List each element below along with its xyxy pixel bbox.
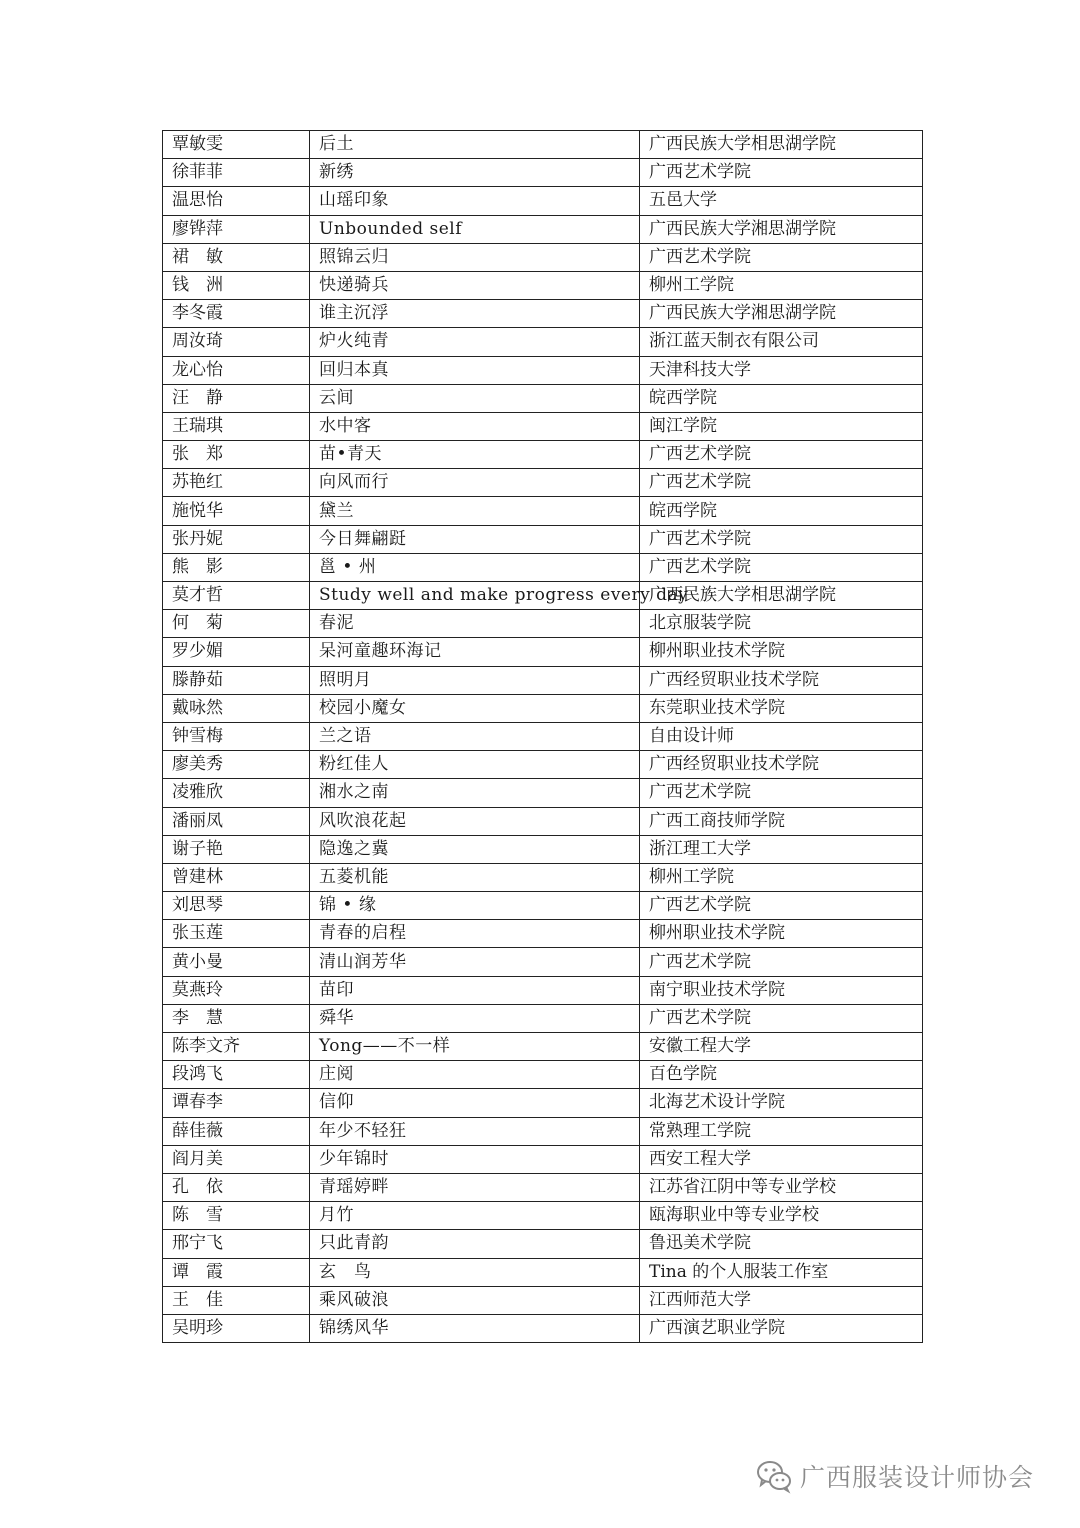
school-cell: 广西民族大学相思湖学院	[640, 131, 923, 159]
table-row	[163, 1145, 923, 1173]
name-cell: 施悦华	[163, 497, 310, 525]
school-cell: 柳州工学院	[640, 863, 923, 891]
watermark	[756, 1458, 1034, 1494]
name-cell: 薛佳薇	[163, 1117, 310, 1145]
table-row	[163, 441, 923, 469]
work-cell: 风吹浪花起	[310, 807, 640, 835]
name-cell: 苏艳红	[163, 469, 310, 497]
school-cell: 常熟理工学院	[640, 1117, 923, 1145]
table-row	[163, 892, 923, 920]
name-cell: 潘丽凤	[163, 807, 310, 835]
work-cell: 青瑶婷畔	[310, 1173, 640, 1201]
table-row	[163, 1286, 923, 1314]
school-cell: 北京服装学院	[640, 610, 923, 638]
name-cell: 熊 影	[163, 553, 310, 581]
table-row	[163, 384, 923, 412]
table-row	[163, 497, 923, 525]
work-cell: 青春的启程	[310, 920, 640, 948]
school-cell: 广西演艺职业学院	[640, 1314, 923, 1342]
work-cell: 苗印	[310, 976, 640, 1004]
name-cell: 张玉莲	[163, 920, 310, 948]
table-row	[163, 863, 923, 891]
school-cell: 柳州职业技术学院	[640, 920, 923, 948]
work-cell: 清山润芳华	[310, 948, 640, 976]
name-cell: 陈李文齐	[163, 1033, 310, 1061]
name-cell: 戴咏然	[163, 694, 310, 722]
work-cell: 兰之语	[310, 722, 640, 750]
school-cell: 广西艺术学院	[640, 243, 923, 271]
work-cell: 照锦云归	[310, 243, 640, 271]
work-cell: Yong——不一样	[310, 1033, 640, 1061]
work-cell: 少年锦时	[310, 1145, 640, 1173]
name-cell: 周汝琦	[163, 328, 310, 356]
school-cell: 广西艺术学院	[640, 779, 923, 807]
table-body	[163, 131, 923, 1343]
school-cell: 闽江学院	[640, 412, 923, 440]
table-row	[163, 1230, 923, 1258]
name-cell: 黄小曼	[163, 948, 310, 976]
school-cell: 自由设计师	[640, 722, 923, 750]
school-cell: 皖西学院	[640, 497, 923, 525]
school-cell: 北海艺术设计学院	[640, 1089, 923, 1117]
name-cell: 廖铧萍	[163, 215, 310, 243]
school-cell: 广西经贸职业技术学院	[640, 751, 923, 779]
school-cell: 柳州工学院	[640, 271, 923, 299]
work-cell: 云间	[310, 384, 640, 412]
school-cell: 广西民族大学相思湖学院	[640, 582, 923, 610]
school-cell: 皖西学院	[640, 384, 923, 412]
work-cell: 照明月	[310, 666, 640, 694]
work-cell: Study well and make progress every day	[310, 582, 640, 610]
work-cell: 春泥	[310, 610, 640, 638]
work-cell: 舜华	[310, 1004, 640, 1032]
school-cell: 广西艺术学院	[640, 948, 923, 976]
table-row	[163, 1258, 923, 1286]
table-row	[163, 751, 923, 779]
table-row	[163, 1117, 923, 1145]
name-cell: 邢宁飞	[163, 1230, 310, 1258]
school-cell: 百色学院	[640, 1061, 923, 1089]
table-row	[163, 356, 923, 384]
work-cell: 呆河童趣环海记	[310, 638, 640, 666]
table-row	[163, 469, 923, 497]
table-row	[163, 779, 923, 807]
name-cell: 张 郑	[163, 441, 310, 469]
table-row	[163, 243, 923, 271]
table-row	[163, 271, 923, 299]
work-cell: 隐逸之冀	[310, 835, 640, 863]
work-cell: 黛兰	[310, 497, 640, 525]
table-row	[163, 131, 923, 159]
table-row	[163, 976, 923, 1004]
work-cell: 湘水之南	[310, 779, 640, 807]
watermark-text: 广西服装设计师协会	[800, 1463, 1035, 1492]
school-cell: 江西师范大学	[640, 1286, 923, 1314]
work-cell: 向风而行	[310, 469, 640, 497]
school-cell: 南宁职业技术学院	[640, 976, 923, 1004]
name-cell: 谭 霞	[163, 1258, 310, 1286]
school-cell: 广西艺术学院	[640, 553, 923, 581]
school-cell: 西安工程大学	[640, 1145, 923, 1173]
table-row	[163, 1314, 923, 1342]
work-cell: 后土	[310, 131, 640, 159]
school-cell: 广西艺术学院	[640, 469, 923, 497]
school-cell: 广西民族大学湘思湖学院	[640, 300, 923, 328]
table-row	[163, 553, 923, 581]
work-cell: 水中客	[310, 412, 640, 440]
name-cell: 曾建林	[163, 863, 310, 891]
work-cell: 月竹	[310, 1202, 640, 1230]
work-cell: 年少不轻狂	[310, 1117, 640, 1145]
name-cell: 滕静茹	[163, 666, 310, 694]
table-row	[163, 1089, 923, 1117]
table-row	[163, 412, 923, 440]
table-row	[163, 328, 923, 356]
name-cell: 吴明珍	[163, 1314, 310, 1342]
school-cell: 广西经贸职业技术学院	[640, 666, 923, 694]
work-cell: 校园小魔女	[310, 694, 640, 722]
school-cell: 江苏省江阴中等专业学校	[640, 1173, 923, 1201]
table-row	[163, 525, 923, 553]
entries-table	[162, 130, 923, 1343]
work-cell: 苗•青天	[310, 441, 640, 469]
table-row	[163, 582, 923, 610]
name-cell: 徐菲菲	[163, 159, 310, 187]
name-cell: 谭春李	[163, 1089, 310, 1117]
table-row	[163, 300, 923, 328]
name-cell: 王 佳	[163, 1286, 310, 1314]
name-cell: 覃敏雯	[163, 131, 310, 159]
work-cell: 今日舞翩跹	[310, 525, 640, 553]
table-row	[163, 1202, 923, 1230]
table-row	[163, 610, 923, 638]
table-row	[163, 1033, 923, 1061]
school-cell: 广西艺术学院	[640, 1004, 923, 1032]
table-row	[163, 1004, 923, 1032]
school-cell: 安徽工程大学	[640, 1033, 923, 1061]
work-cell: 新绣	[310, 159, 640, 187]
table-row	[163, 920, 923, 948]
work-cell: 炉火纯青	[310, 328, 640, 356]
work-cell: 锦 • 缘	[310, 892, 640, 920]
school-cell: 广西艺术学院	[640, 159, 923, 187]
name-cell: 张丹妮	[163, 525, 310, 553]
school-cell: 浙江蓝天制衣有限公司	[640, 328, 923, 356]
wechat-icon	[756, 1459, 792, 1493]
name-cell: 龙心怡	[163, 356, 310, 384]
name-cell: 莫燕玲	[163, 976, 310, 1004]
name-cell: 温思怡	[163, 187, 310, 215]
name-cell: 孔 依	[163, 1173, 310, 1201]
table-row	[163, 187, 923, 215]
name-cell: 罗少媚	[163, 638, 310, 666]
name-cell: 李 慧	[163, 1004, 310, 1032]
table-row	[163, 948, 923, 976]
name-cell: 王瑞琪	[163, 412, 310, 440]
work-cell: 山瑶印象	[310, 187, 640, 215]
work-cell: 信仰	[310, 1089, 640, 1117]
school-cell: 广西艺术学院	[640, 525, 923, 553]
table-row	[163, 1061, 923, 1089]
school-cell: 广西艺术学院	[640, 892, 923, 920]
school-cell: 广西民族大学湘思湖学院	[640, 215, 923, 243]
school-cell: 广西工商技师学院	[640, 807, 923, 835]
table-row	[163, 722, 923, 750]
work-cell: 只此青韵	[310, 1230, 640, 1258]
name-cell: 谢子艳	[163, 835, 310, 863]
name-cell: 刘思琴	[163, 892, 310, 920]
name-cell: 凌雅欣	[163, 779, 310, 807]
name-cell: 汪 静	[163, 384, 310, 412]
name-cell: 陈 雪	[163, 1202, 310, 1230]
name-cell: 何 菊	[163, 610, 310, 638]
work-cell: 谁主沉浮	[310, 300, 640, 328]
table-row	[163, 638, 923, 666]
school-cell: 瓯海职业中等专业学校	[640, 1202, 923, 1230]
table-row	[163, 807, 923, 835]
name-cell: 阎月美	[163, 1145, 310, 1173]
name-cell: 钱 洲	[163, 271, 310, 299]
work-cell: 庄阅	[310, 1061, 640, 1089]
school-cell: 五邑大学	[640, 187, 923, 215]
work-cell: 锦绣风华	[310, 1314, 640, 1342]
name-cell: 莫才哲	[163, 582, 310, 610]
work-cell: 回归本真	[310, 356, 640, 384]
school-cell: 鲁迅美术学院	[640, 1230, 923, 1258]
school-cell: 浙江理工大学	[640, 835, 923, 863]
school-cell: 柳州职业技术学院	[640, 638, 923, 666]
work-cell: 粉红佳人	[310, 751, 640, 779]
table-row	[163, 215, 923, 243]
school-cell: 天津科技大学	[640, 356, 923, 384]
table-row	[163, 1173, 923, 1201]
name-cell: 段鸿飞	[163, 1061, 310, 1089]
school-cell: 广西艺术学院	[640, 441, 923, 469]
table-row	[163, 694, 923, 722]
work-cell: 乘风破浪	[310, 1286, 640, 1314]
work-cell: 快递骑兵	[310, 271, 640, 299]
name-cell: 裙 敏	[163, 243, 310, 271]
name-cell: 钟雪梅	[163, 722, 310, 750]
table-row	[163, 159, 923, 187]
table-row	[163, 835, 923, 863]
school-cell: 东莞职业技术学院	[640, 694, 923, 722]
work-cell: 邕 • 州	[310, 553, 640, 581]
work-cell: Unbounded self	[310, 215, 640, 243]
work-cell: 五菱机能	[310, 863, 640, 891]
work-cell: 玄 鸟	[310, 1258, 640, 1286]
table-row	[163, 666, 923, 694]
name-cell: 廖美秀	[163, 751, 310, 779]
name-cell: 李冬霞	[163, 300, 310, 328]
school-cell: Tina 的个人服装工作室	[640, 1258, 923, 1286]
